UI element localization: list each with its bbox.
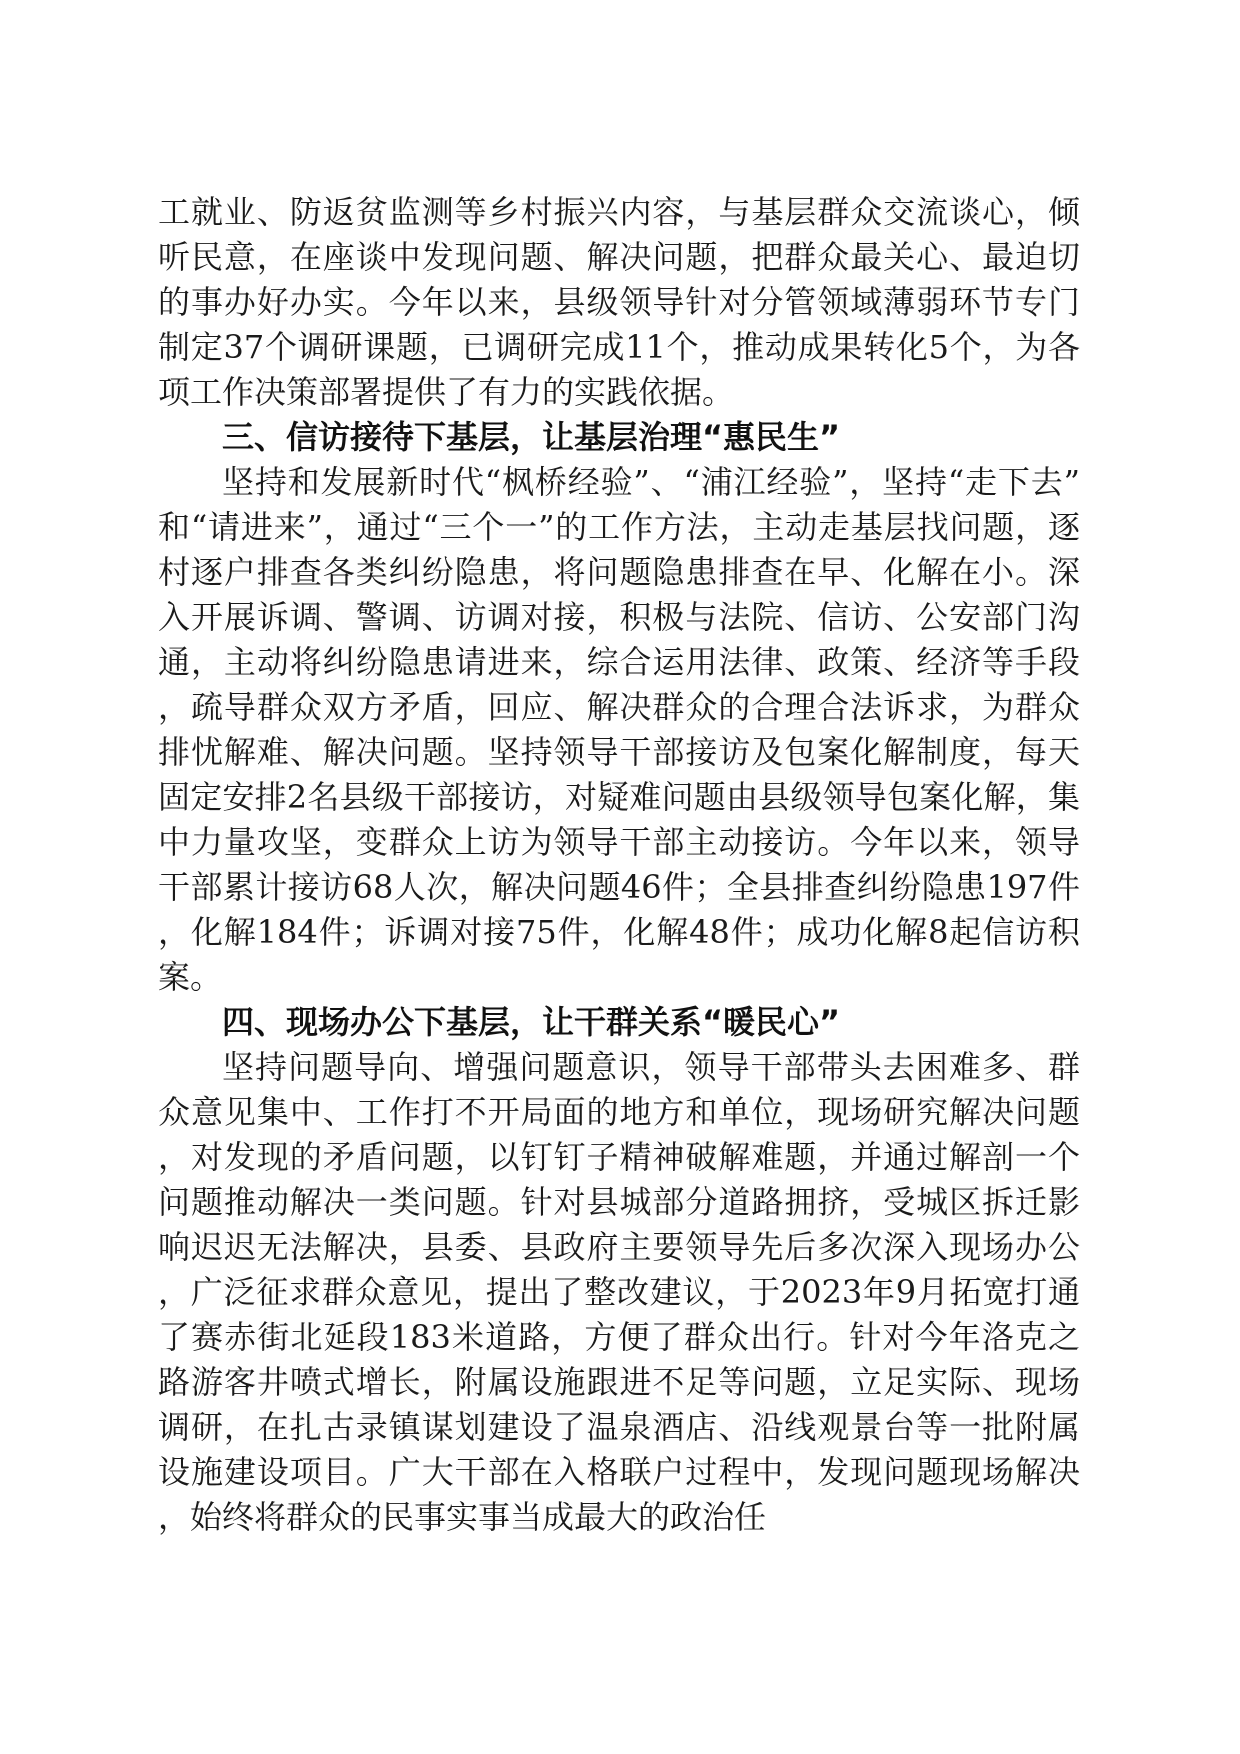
body-paragraph-petition: 坚持和发展新时代“枫桥经验”、“浦江经验”，坚持“走下去”和“请进来”，通过“三个一”的工作方法，主动走基层找问题，逐村逐户排查各类纠纷隐患，将问题隐患排查在早、化解在小。深入开展诉调、警调、访调对接，积极与法院、信访、公安部门沟通，主动将纠纷隐患请进来，综合运用法律、政策、经济等手段，疏导群众双方矛盾，回应、解决群众的合理合法诉求，为群众排忧解难、解决问题。坚持领导干部接访及包案化解制度，每天固定安排2名县级干部接访，对疑难问题由县级领导包案化解，集中力量攻坚，变群众上访为领导干部主动接访。今年以来，领导干部累计接访68人次，解决问题46件；全县排查纠纷隐患197件，化解184件；诉调对接75件，化解48件；成功化解8起信访积案。 — [158, 463, 1080, 996]
section-heading-3: 三、信访接待下基层，让基层治理“惠民生” — [222, 418, 841, 456]
body-paragraph-onsite-office: 坚持问题导向、增强问题意识，领导干部带头去困难多、群众意见集中、工作打不开局面的地方和单位，现场研究解决问题，对发现的矛盾问题，以钉钉子精神破解难题，并通过解剖一个问题推动解决一类问题。针对县城部分道路拥挤，受城区拆迁影响迟迟无法解决，县委、县政府主要领导先后多次深入现场办公，广泛征求群众意见，提出了整改建议，于2023年9月拓宽打通了赛赤街北延段183米道路，方便了群众出行。针对今年洛克之路游客井喷式增长，附属设施跟进不足等问题，立足实际、现场调研，在扎古录镇谋划建设了温泉酒店、沿线观景台等一批附属设施建设项目。广大干部在入格联户过程中，发现问题现场解决，始终将群众的民事实事当成最大的政治任 — [158, 1048, 1080, 1536]
body-paragraph-continued: 工就业、防返贫监测等乡村振兴内容，与基层群众交流谈心，倾听民意，在座谈中发现问题、解决问题，把群众最关心、最迫切的事办好办实。今年以来，县级领导针对分管领域薄弱环节专门制定37个调研课题，已调研完成11个，推动成果转化5个，为各项工作决策部署提供了有力的实践依据。 — [158, 193, 1080, 411]
section-heading-4: 四、现场办公下基层，让干群关系“暖民心” — [222, 1003, 841, 1041]
document-body — [158, 190, 1080, 1540]
